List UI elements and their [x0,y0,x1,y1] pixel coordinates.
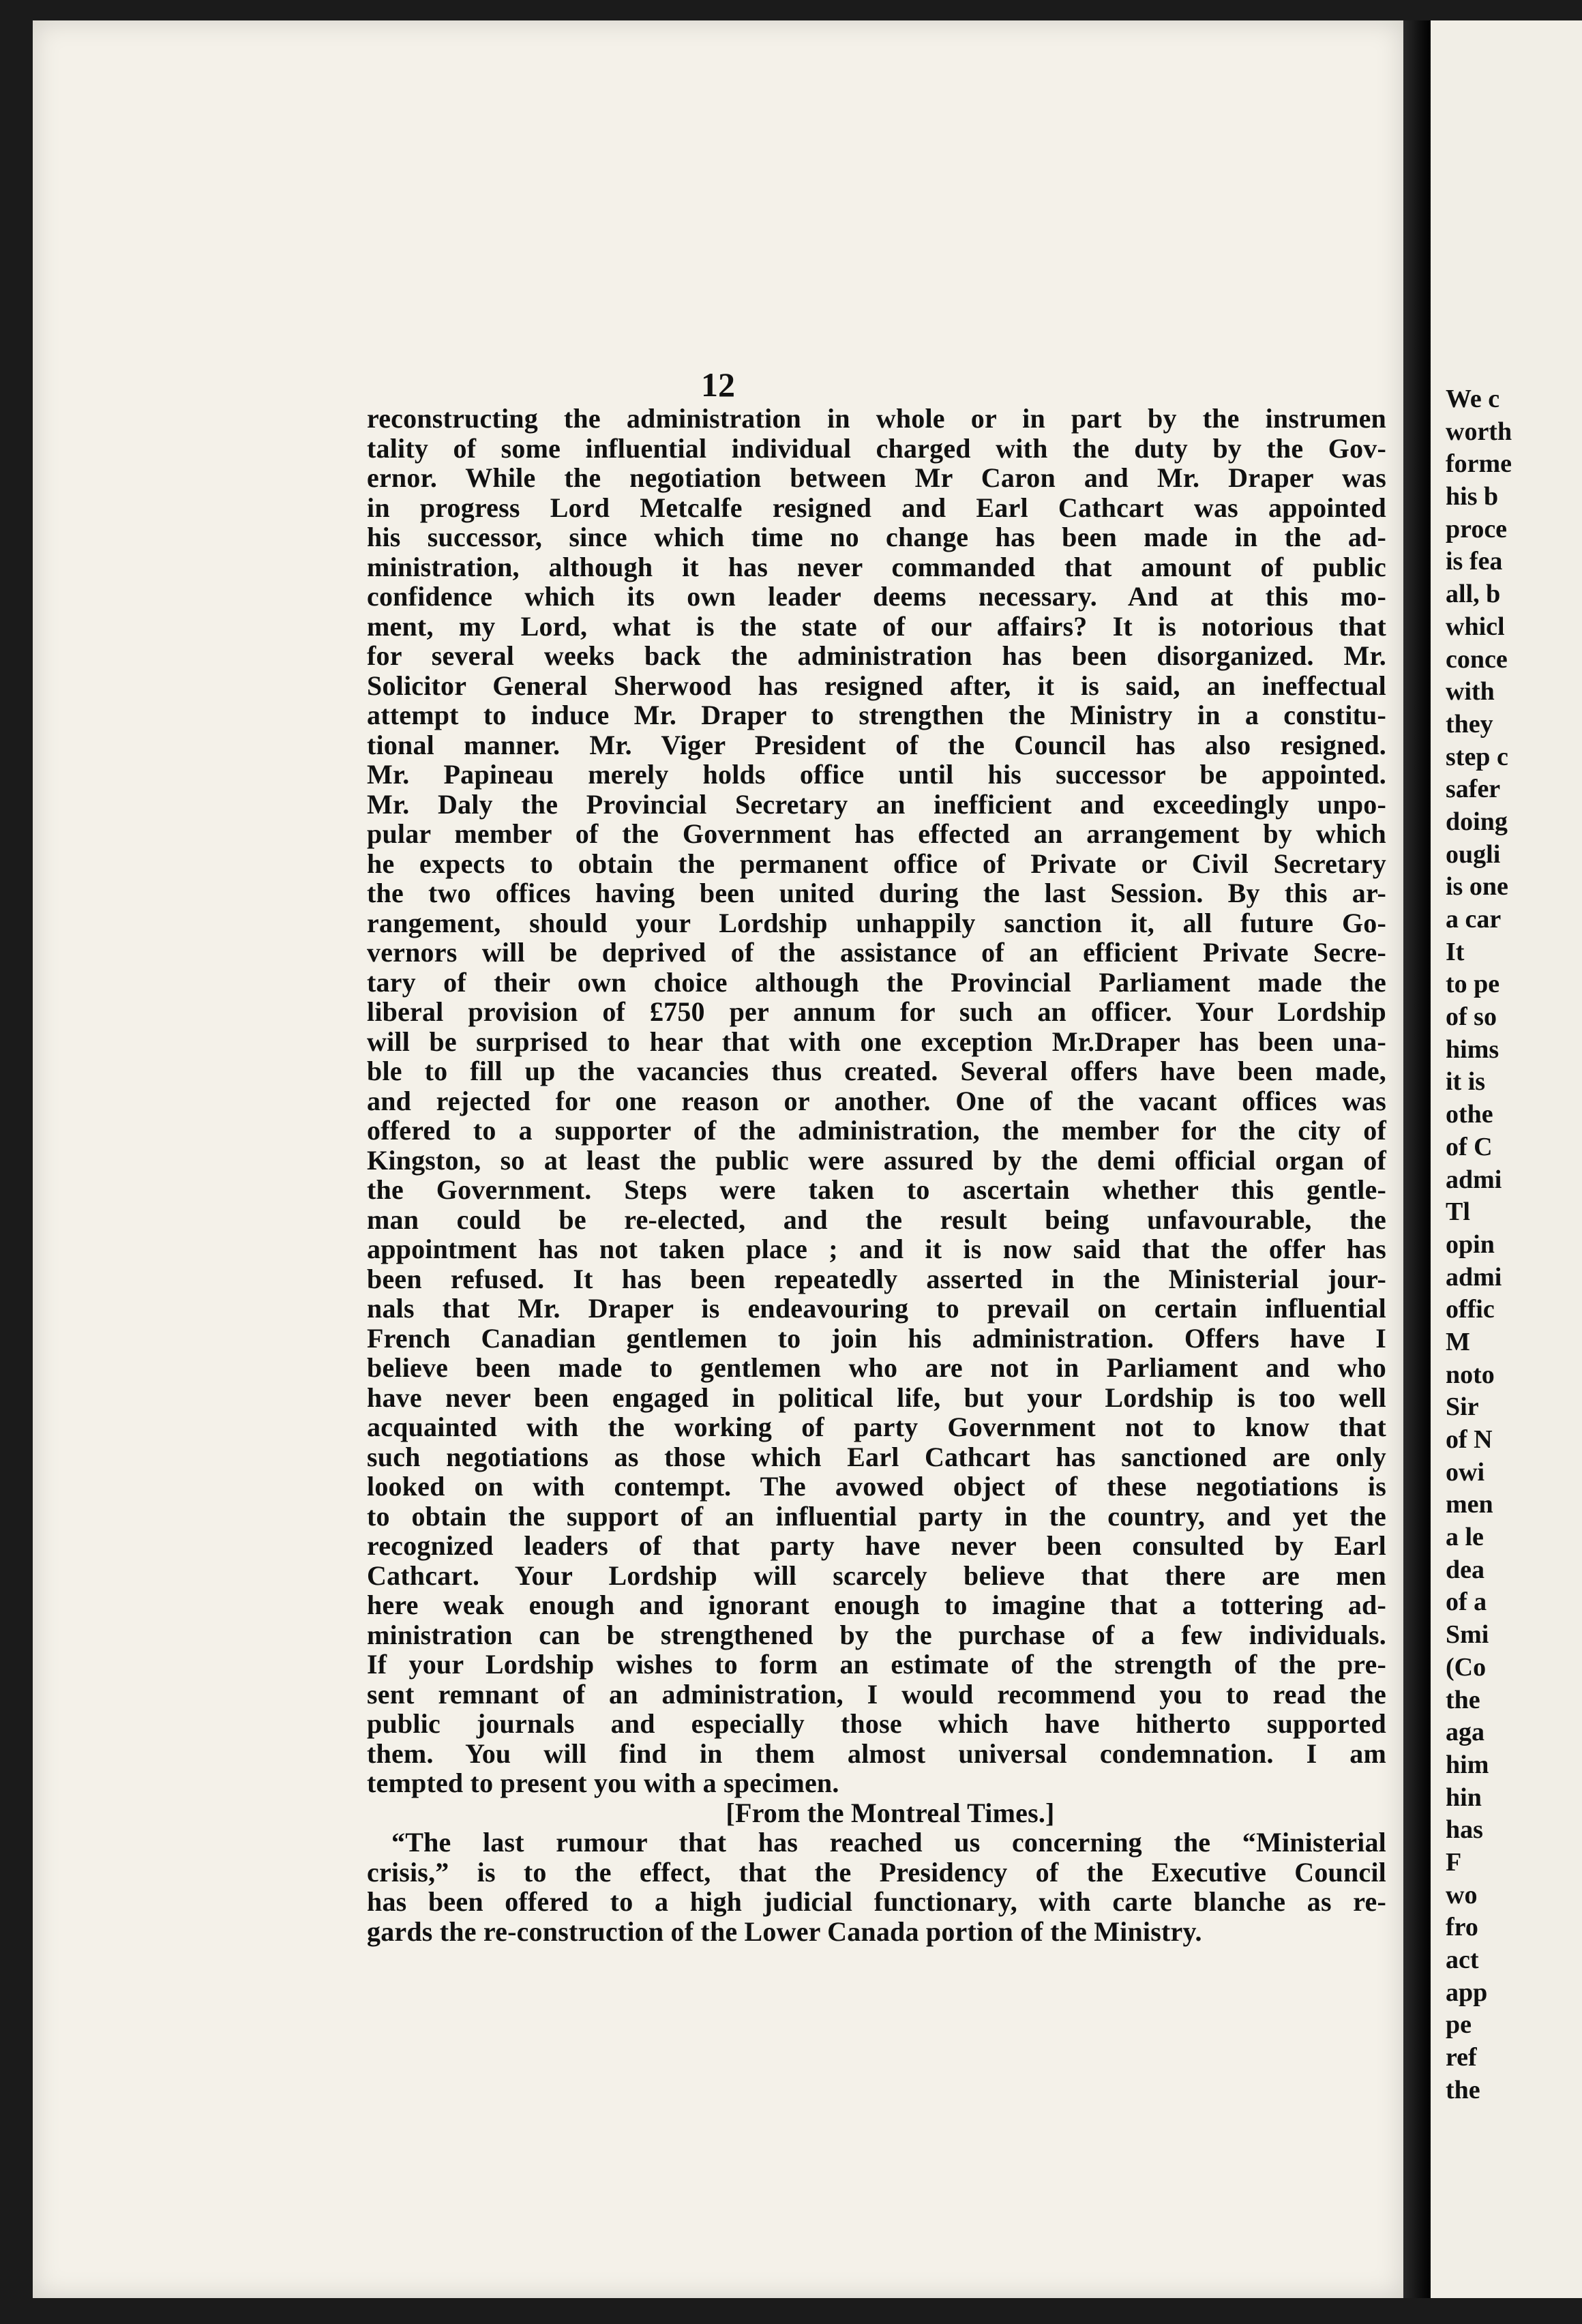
fragment-line: opin [1446,1230,1495,1259]
fragment-line: It [1446,937,1465,966]
fragment-line: pe [1446,2010,1472,2040]
fragment-line: of a [1446,1588,1487,1617]
fragment-line: Sir [1446,1392,1479,1422]
fragment-line: a car [1446,905,1502,934]
text-line: Kingston, so at least the public were assured by the demi official organ of [367,1144,1386,1176]
fragment-line: othe [1446,1100,1493,1129]
text-line: here weak enough and ignorant enough to imagine that a tottering ad- [367,1590,1386,1620]
fragment-line: his b [1446,482,1499,511]
fragment-line: worth [1446,417,1512,446]
quote-line: “The last rumour that has reached us concerning the “Ministerial [391,1827,1386,1858]
fragment-line: to pe [1446,970,1500,999]
fragment-line: ougli [1446,839,1501,869]
fragment-line: step c [1446,742,1508,771]
fragment-line: it is [1446,1067,1486,1097]
text-line: man could be re-elected, and the result being unfavourable, the [367,1204,1386,1235]
fragment-line: is fea [1446,547,1503,576]
text-line: ment, my Lord, what is the state of our affairs? It is notorious that [367,610,1386,642]
book-page [33,20,1403,2298]
fragment-line: men [1446,1490,1493,1519]
text-line: in progress Lord Metcalfe resigned and Earl Cathcart was appointed [367,492,1386,523]
text-line: believe been made to gentlemen who are not in Parliament and who [367,1352,1386,1383]
fragment-line: conce [1446,644,1508,674]
text-line: If your Lordship wishes to form an estimate of the strength of the pre- [367,1649,1386,1680]
text-line: pular member of the Government has effected an arrangement by which [367,818,1386,849]
fragment-line: owi [1446,1457,1484,1487]
fragment-line: ref [1446,2043,1477,2072]
fragment-line: the [1446,1685,1480,1714]
text-line: and rejected for one reason or another. One of the vacant offices was [367,1085,1386,1116]
text-line: French Canadian gentlemen to join his administration. Offers have I [367,1322,1386,1354]
fragment-line: the [1446,2075,1480,2104]
fragment-line: of N [1446,1425,1493,1454]
text-line: ministration, although it has never commanded that amount of public [367,551,1386,582]
quote-line: crisis,” is to the effect, that the Presidency of the Executive Council [367,1856,1386,1888]
fragment-line: We c [1446,385,1500,413]
text-line: ble to fill up the vacancies thus created. Several offers have been made, [367,1056,1386,1086]
fragment-line: a le [1446,1523,1484,1552]
text-line: Mr. Papineau merely holds office until his successor be appointed. [367,759,1386,790]
fragment-line: M [1446,1327,1470,1356]
fragment-line: wo [1446,1880,1478,1909]
facing-page-fragments [1446,383,1582,2106]
text-line: appointment has not taken place ; and it is now said that the offer has [367,1234,1386,1264]
text-line: reconstructing the administration in whole or in part by the instrumen [367,403,1386,434]
fragment-line: hims [1446,1034,1499,1064]
text-line: will be surprised to hear that with one exception Mr.Draper has been una- [367,1026,1386,1057]
text-line: for several weeks back the administration has been disorganized. Mr. [367,640,1386,671]
fragment-line: fro [1446,1913,1478,1942]
text-line: vernors will be deprived of the assistance of an efficient Private Secre- [367,937,1386,968]
fragment-line: doing [1446,807,1508,836]
text-line: been refused. It has been repeatedly asserted in the Ministerial jour- [367,1263,1386,1294]
facing-page-edge [1431,20,1582,2298]
fragment-line: forme [1446,449,1512,479]
text-line: acquainted with the working of party Government not to know that [367,1412,1386,1442]
text-line: tempted to present you with a specimen. [367,1768,839,1798]
text-line: Cathcart. Your Lordship will scarcely believe that there are men [367,1560,1386,1591]
fragment-line: F [1446,1847,1462,1877]
fragment-line: Tl [1446,1197,1470,1227]
page-number: 12 [701,366,735,404]
text-line: tality of some influential individual charged with the duty by the Gov- [367,432,1386,464]
fragment-line: dea [1446,1555,1484,1584]
fragment-line: proce [1446,514,1508,543]
text-line: attempt to induce Mr. Draper to strengthen the Ministry in a constitu- [367,700,1386,730]
fragment-line: Smi [1446,1620,1489,1650]
fragment-line: noto [1446,1360,1495,1389]
text-line: the Government. Steps were taken to ascertain whether this gentle- [367,1174,1386,1205]
fragment-line: admi [1446,1165,1502,1194]
text-line: nals that Mr. Draper is endeavouring to prevail on certain influential [367,1293,1386,1324]
text-line: Mr. Daly the Provincial Secretary an inefficient and exceedingly unpo- [367,788,1386,820]
text-line: offered to a supporter of the administration, the member for the city of [367,1115,1386,1146]
text-line: rangement, should your Lordship unhappily sanction it, all future Go- [367,907,1386,938]
text-line: the two offices having been united during the last Session. By this ar- [367,878,1386,908]
fragment-line: safer [1446,775,1501,804]
fragment-line: admi [1446,1262,1502,1292]
fragment-line: is one [1446,872,1508,902]
fragment-line: act [1446,1946,1479,1974]
fragment-line: offic [1446,1295,1495,1324]
fragment-line: has [1446,1815,1483,1845]
text-line: tional manner. Mr. Viger President of the Council has also resigned. [367,729,1386,760]
fragment-line: they [1446,709,1493,739]
quote-attribution: [From the Montreal Times.] [726,1797,1055,1828]
text-line: ministration can be strengthened by the purchase of a few individuals. [367,1619,1386,1650]
fragment-line: him [1446,1750,1489,1779]
fragment-line: hin [1446,1783,1482,1812]
text-line: sent remnant of an administration, I would recommend you to read the [367,1678,1386,1710]
fragment-line: all, b [1446,580,1501,609]
fragment-line: of so [1446,1002,1497,1032]
fragment-line: with [1446,677,1495,706]
text-line: recognized leaders of that party have never been consulted by Earl [367,1530,1386,1561]
fragment-line: whicl [1446,612,1505,641]
quote-line: gards the re-construction of the Lower Canada portion of the Ministry. [367,1916,1202,1947]
fragment-line: aga [1446,1718,1484,1747]
text-line: confidence which its own leader deems necessary. And at this mo- [367,581,1386,612]
text-line: have never been engaged in political life, but your Lordship is too well [367,1382,1386,1413]
text-line: public journals and especially those which have hitherto supported [367,1708,1386,1739]
page-body [367,404,1386,1946]
text-line: he expects to obtain the permanent office of Private or Civil Secretary [367,848,1386,879]
fragment-line: (Co [1446,1652,1487,1682]
text-line: to obtain the support of an influential party in the country, and yet the [367,1500,1386,1532]
text-line: liberal provision of £750 per annum for such an officer. Your Lordship [367,996,1386,1027]
text-line: his successor, since which time no change has been made in the ad- [367,522,1386,552]
text-line: ernor. While the negotiation between Mr Caron and Mr. Draper was [367,462,1386,493]
fragment-line: app [1446,1978,1488,2007]
quote-line: has been offered to a high judicial functionary, with carte blanche as re- [367,1886,1386,1917]
fragment-line: of C [1446,1132,1493,1161]
text-line: tary of their own choice although the Provincial Parliament made the [367,966,1386,998]
text-line: Solicitor General Sherwood has resigned after, it is said, an ineffectual [367,670,1386,701]
text-line: such negotiations as those which Earl Cathcart has sanctioned are only [367,1441,1386,1472]
text-line: them. You will find in them almost universal condemnation. I am [367,1738,1386,1769]
text-line: looked on with contempt. The avowed object of these negotiations is [367,1471,1386,1502]
page-gutter [1403,20,1431,2298]
